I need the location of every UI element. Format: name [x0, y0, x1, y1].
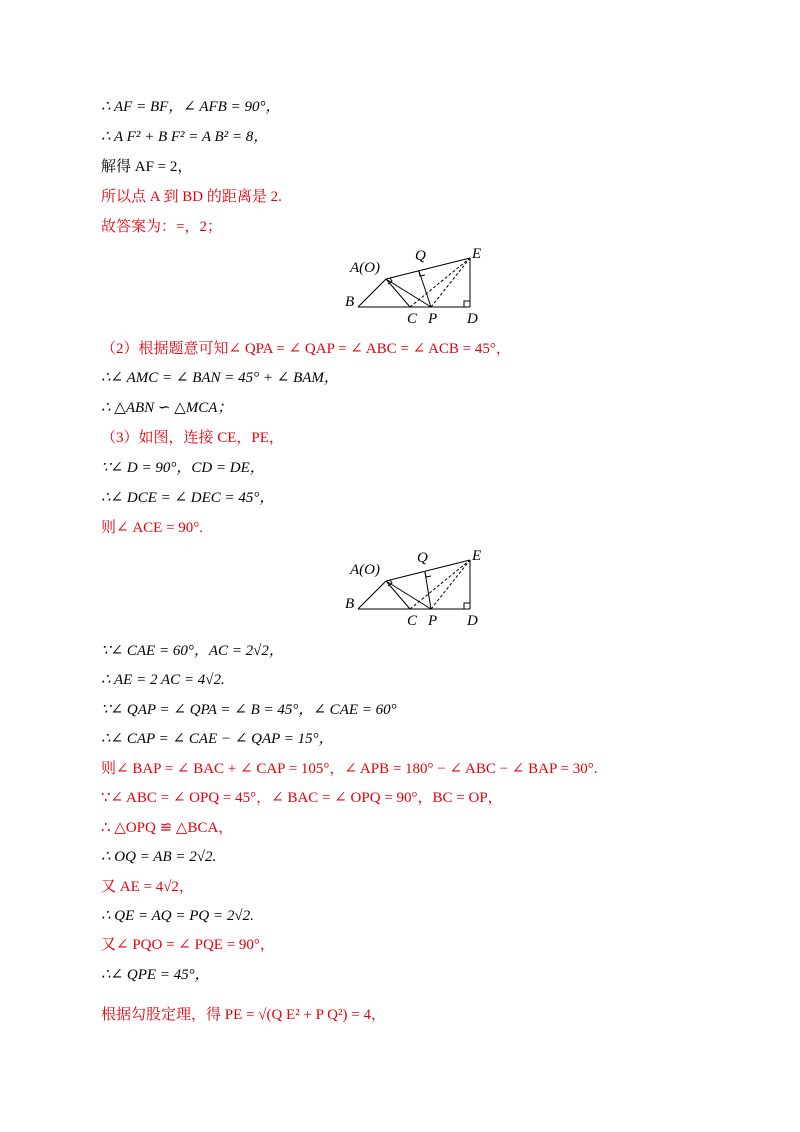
line-17-text: 则∠ BAP = ∠ BAC + ∠ CAP = 105°，∠ APB = 180° − ∠ ABC − ∠ BAP = 30°.: [101, 761, 598, 777]
line-11-text: ∴∠ DCE = ∠ DEC = 45°，: [101, 490, 275, 506]
fig2-label-p: P: [428, 613, 438, 627]
line-18-text: ∵∠ ABC = ∠ OPQ = 45°，∠ BAC = ∠ OPQ = 90°，BC = OP，: [101, 790, 503, 806]
line-19-text: ∴ △OPQ ≌ △BCA，: [101, 820, 234, 836]
line-23: [101, 935, 275, 955]
line-6-text: （2）根据题意可知∠ QPA = ∠ QAP = ∠ ABC = ∠ ACB = 45°，: [101, 341, 511, 357]
line-7: [101, 368, 339, 388]
line-1-text: ∴ AF = BF，∠ AFB = 90°，: [101, 99, 281, 115]
fig2-label-b: B: [345, 596, 355, 612]
line-5: [101, 217, 222, 237]
line-4-text: 所以点 A 到 BD 的距离是 2.: [101, 189, 282, 205]
line-10-text: ∵∠ D = 90°，CD = DE，: [101, 460, 265, 476]
fig2-label-d: D: [467, 613, 478, 627]
line-12: [101, 518, 203, 538]
line-22: [101, 906, 254, 926]
line-3-text: 解得 AF = 2，: [101, 159, 193, 175]
fig2-label-e: E: [472, 548, 482, 564]
line-9-text: （3）如图，连接 CE，PE，: [101, 430, 284, 446]
fig1-label-b: B: [345, 294, 355, 310]
fig2-label-a: A(O): [350, 562, 380, 578]
line-13: [101, 641, 284, 661]
line-4: [101, 187, 282, 207]
line-15: [101, 700, 397, 720]
line-21-text: 又 AE = 4√2，: [101, 879, 194, 895]
line-18: [101, 788, 503, 808]
line-14-text: ∴ AE = 2 AC = 4√2.: [101, 672, 225, 688]
line-2-text: ∴ A F² + B F² = A B² = 8，: [101, 129, 269, 145]
line-25-text: 根据勾股定理，得 PE = √(Q E² + P Q²) = 4，: [101, 1007, 386, 1023]
line-8: [101, 398, 232, 418]
fig1-label-c: C: [407, 311, 418, 325]
line-9: [101, 428, 284, 448]
line-23-text: 又∠ PQO = ∠ PQE = 90°，: [101, 937, 275, 953]
line-14: [101, 670, 225, 690]
line-16: [101, 729, 334, 749]
geometry-figure-1: [330, 243, 500, 325]
line-19: [101, 818, 233, 838]
line-24: [101, 965, 210, 985]
fig2-label-c: C: [407, 613, 418, 627]
line-20: [101, 847, 216, 867]
fig1-label-a: A(O): [350, 260, 380, 276]
line-15-text: ∵∠ QAP = ∠ QPA = ∠ B = 45°，∠ CAE = 60°: [101, 702, 397, 718]
line-3: [101, 157, 192, 177]
line-22-text: ∴ QE = AQ = PQ = 2√2.: [101, 908, 254, 924]
line-2: [101, 127, 268, 147]
line-6: [101, 339, 511, 359]
line-8-text: ∴ △ABN ∽ △MCA；: [101, 400, 233, 416]
line-7-text: ∴∠ AMC = ∠ BAN = 45° + ∠ BAM，: [101, 370, 339, 386]
line-11: [101, 488, 274, 508]
line-13-text: ∵∠ CAE = 60°，AC = 2√2，: [101, 643, 284, 659]
line-10: [101, 458, 265, 478]
line-21: [101, 877, 194, 897]
geometry-figure-2: [330, 545, 500, 627]
fig1-label-q: Q: [415, 248, 426, 264]
line-12-text: 则∠ ACE = 90°.: [101, 520, 204, 536]
fig1-label-d: D: [467, 311, 478, 325]
line-16-text: ∴∠ CAP = ∠ CAE − ∠ QAP = 15°，: [101, 731, 334, 747]
line-25: [101, 1005, 386, 1025]
line-5-text: 故答案为：=，2；: [101, 219, 222, 235]
line-20-text: ∴ OQ = AB = 2√2.: [101, 849, 217, 865]
fig2-label-q: Q: [417, 550, 428, 566]
fig1-label-p: P: [428, 311, 438, 325]
line-17: [101, 759, 597, 779]
fig1-label-e: E: [472, 246, 482, 262]
line-24-text: ∴∠ QPE = 45°，: [101, 967, 210, 983]
line-1: [101, 97, 280, 117]
